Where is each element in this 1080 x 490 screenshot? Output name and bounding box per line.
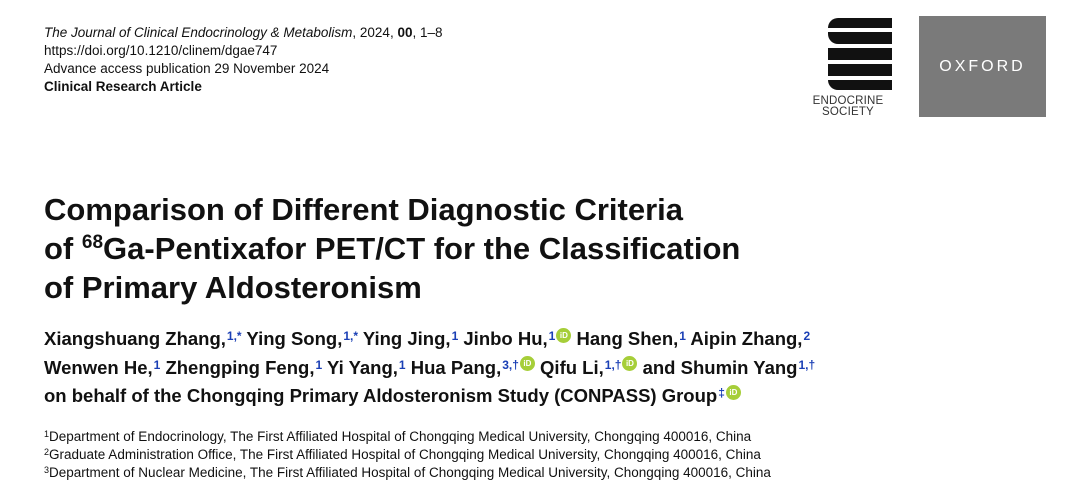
author[interactable]: Hang Shen,	[576, 328, 679, 349]
article-title	[44, 190, 740, 307]
endocrine-society-wordmark	[796, 96, 900, 118]
journal-citation	[44, 24, 443, 42]
author[interactable]: Hua Pang,	[410, 356, 502, 378]
author[interactable]: Aipin Zhang,	[690, 328, 803, 349]
author-sup[interactable]: 1	[548, 329, 556, 343]
affiliation	[44, 464, 771, 482]
author[interactable]: Ying Song,	[246, 328, 343, 349]
author-sup[interactable]: 1	[398, 357, 406, 372]
affiliation-text: Department of Endocrinology, The First Affiliated Hospital of Chongqing Medical University, Chongqing 400016, China	[49, 429, 752, 444]
affiliations	[44, 428, 771, 482]
author-sup[interactable]: 1,†	[798, 357, 816, 372]
es-line1: ENDOCRINE	[812, 95, 884, 107]
author-line-1	[44, 325, 815, 354]
citation-year: , 2024,	[352, 25, 398, 40]
isotope-superscript: 68	[81, 232, 104, 253]
affiliation-number: 1	[44, 429, 50, 439]
author-sup[interactable]: 1	[451, 329, 459, 343]
author-sup[interactable]: 2	[803, 329, 811, 343]
author[interactable]: and Shumin Yang	[642, 356, 798, 378]
author-sup[interactable]: 1,*	[226, 329, 242, 343]
affiliation-number: 3	[44, 465, 50, 475]
author-sup[interactable]: 1	[153, 357, 161, 372]
author[interactable]: Zhengping Feng,	[165, 356, 315, 378]
doi-link[interactable]: https://doi.org/10.1210/clinem/dgae747	[44, 43, 278, 58]
title-line3: of Primary Aldosteronism	[44, 270, 422, 305]
journal-name: The Journal of Clinical Endocrinology & Metabolism	[44, 25, 353, 40]
title-line2	[44, 229, 740, 268]
affiliation-text: Graduate Administration Office, The First Affiliated Hospital of Chongqing Medical University, Chongqing 400016, China	[49, 447, 761, 462]
orcid-icon[interactable]: iD	[622, 356, 637, 371]
pages: , 1–8	[412, 25, 443, 40]
orcid-icon[interactable]: iD	[520, 356, 535, 371]
title-line1: Comparison of Different Diagnostic Criteria	[44, 192, 684, 227]
author-sup[interactable]: 1,†	[604, 357, 622, 372]
orcid-icon[interactable]: iD	[556, 328, 571, 343]
affiliation	[44, 446, 771, 464]
author[interactable]: Wenwen He,	[44, 356, 153, 378]
advance-access: Advance access publication 29 November 2024	[44, 61, 330, 76]
title-prefix: of	[44, 231, 82, 266]
author-line-2	[44, 354, 815, 383]
author-sup[interactable]: 1,*	[343, 329, 359, 343]
author-sup[interactable]: 1	[679, 329, 686, 343]
journal-header	[44, 24, 443, 96]
affiliation	[44, 428, 771, 446]
author-line-3	[44, 382, 815, 411]
author-sup[interactable]: 3,†	[502, 357, 519, 372]
author-list	[44, 325, 815, 411]
affiliation-number: 2	[44, 447, 50, 457]
title-line2-rest: Ga-Pentixafor PET/CT for the Classification	[103, 231, 741, 266]
author-sup[interactable]: 1	[315, 357, 323, 372]
es-line2: SOCIETY	[822, 106, 874, 118]
affiliation-text: Department of Nuclear Medicine, The First Affiliated Hospital of Chongqing Medical University, Chongqing 400016, China	[49, 465, 771, 480]
author[interactable]: Ying Jing,	[362, 328, 451, 349]
orcid-icon[interactable]: iD	[726, 385, 741, 400]
author[interactable]: Jinbo Hu,	[463, 328, 548, 349]
author[interactable]: Xiangshuang Zhang,	[44, 328, 226, 349]
volume: 00	[397, 25, 413, 40]
group-author[interactable]: on behalf of the Chongqing Primary Aldosteronism Study (CONPASS) Group	[44, 385, 718, 406]
author-sup[interactable]: ‡	[718, 386, 725, 400]
author[interactable]: Qifu Li,	[540, 356, 604, 378]
article-type: Clinical Research Article	[44, 79, 202, 94]
oxford-logo: OXFORD	[919, 16, 1046, 117]
author[interactable]: Yi Yang,	[326, 356, 398, 378]
